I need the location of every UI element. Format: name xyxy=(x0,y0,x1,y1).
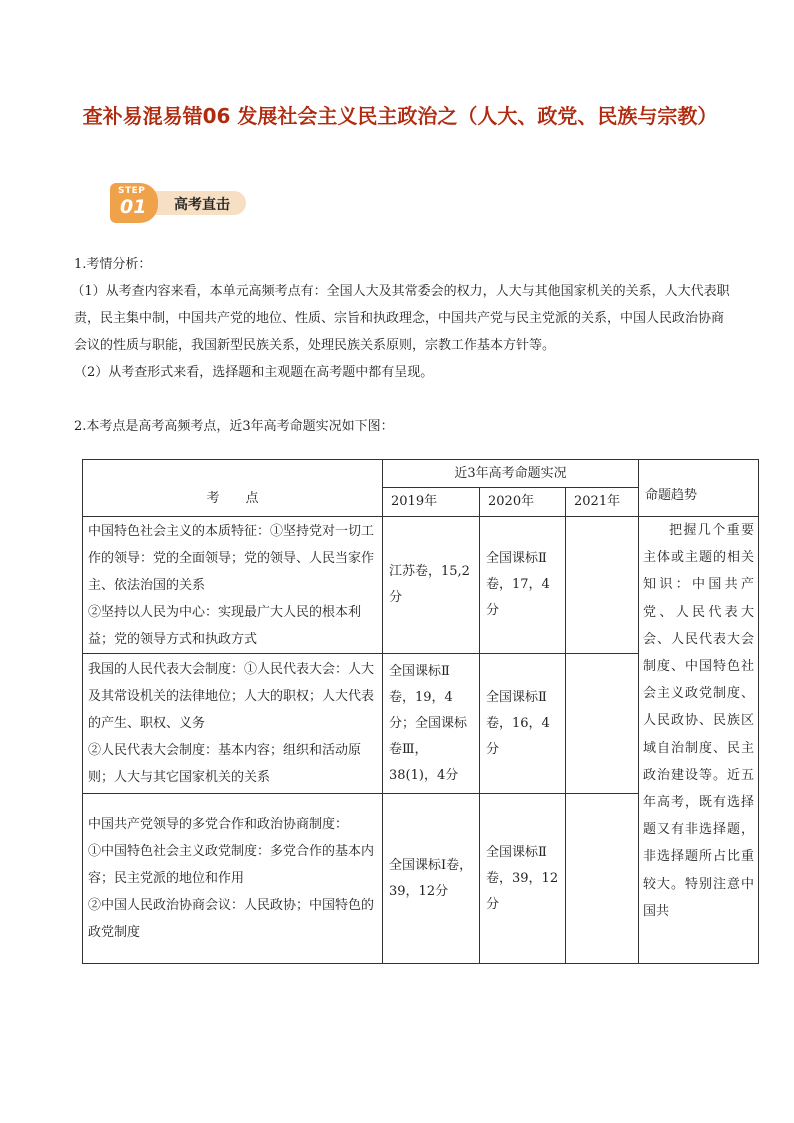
header-year-2021: 2021年 xyxy=(566,488,639,517)
exam-table xyxy=(82,459,759,964)
step-label: 高考直击 xyxy=(174,197,230,213)
step-banner xyxy=(110,183,250,223)
step-label-pill xyxy=(154,191,246,215)
step-word: STEP xyxy=(118,186,146,196)
analysis-paragraph-1: （1）从考查内容来看，本单元高频考点有：全国人大及其常委会的权力，人大与其他国家机关的关系，人大代表职责，民主集中制，中国共产党的地位、性质、宗旨和执政理念，中国共产党与民主党派的关系，中国人民政治协商会议的性质与职能，我国新型民族关系，处理民族关系原则，宗教工作基本方针等。 xyxy=(71,284,730,353)
row-point: 中国特色社会主义的本质特征：①坚持党对一切工作的领导：党的全面领导；党的领导、人民当家作主、依法治国的关系 ②坚持以人民为中心：实现最广大人民的根本利益；党的领导方式和执政方式 xyxy=(83,517,383,654)
row-2020: 全国课标Ⅱ卷，39，12分 xyxy=(480,794,566,964)
table-row xyxy=(83,517,759,654)
row-point: 中国共产党领导的多党合作和政治协商制度： ①中国特色社会主义政党制度：多党合作的基本内容；民主党派的地位和作用 ②中国人民政治协商会议：人民政协；中国特色的政党制度 xyxy=(83,794,383,964)
header-trend: 命题趋势 xyxy=(639,460,759,517)
document-title: 查补易混易错06 发展社会主义民主政治之（人大、政党、民族与宗教） xyxy=(82,104,718,128)
header-year-2020: 2020年 xyxy=(480,488,566,517)
table-header-row xyxy=(83,460,759,488)
row-2021 xyxy=(566,794,639,964)
header-group: 近3年高考命题实况 xyxy=(383,460,639,488)
row-2021 xyxy=(566,517,639,654)
trend-cell xyxy=(639,517,759,964)
row-2019: 全国课标Ⅰ卷，39，12分 xyxy=(383,794,480,964)
header-year-2019: 2019年 xyxy=(383,488,480,517)
trend-text: 把握几个重要主体或主题的相关知识：中国共产党、人民代表大会、人民代表大会制度、中国特色社会主义政党制度、人民政协、民族区域自治制度、民主政治建设等。近五年高考，既有选择题又有非选择题，非选择题所占比重较大。特别注意中国共 xyxy=(643,523,755,919)
row-2019: 江苏卷，15,2分 xyxy=(383,517,480,654)
row-2020: 全国课标Ⅱ卷，16，4分 xyxy=(480,654,566,794)
row-2019: 全国课标Ⅱ卷，19，4分；全国课标卷Ⅲ，38(1)，4分 xyxy=(383,654,480,794)
row-2020: 全国课标Ⅱ卷，17，4分 xyxy=(480,517,566,654)
row-point: 我国的人民代表大会制度：①人民代表大会：人大及其常设机关的法律地位；人大的职权；人大代表的产生、职权、义务 ②人民代表大会制度：基本内容；组织和活动原则；人大与其它国家机关的关系 xyxy=(83,654,383,794)
table-intro: 2.本考点是高考高频考点，近3年高考命题实况如下图： xyxy=(74,419,394,434)
analysis-paragraph-2: （2）从考查形式来看，选择题和主观题在高考题中都有呈现。 xyxy=(74,365,434,380)
step-badge xyxy=(110,183,158,223)
analysis-heading: 1.考情分析： xyxy=(74,257,152,272)
header-point: 考 点 xyxy=(83,460,383,517)
row-2021 xyxy=(566,654,639,794)
step-number: 01 xyxy=(120,196,147,218)
